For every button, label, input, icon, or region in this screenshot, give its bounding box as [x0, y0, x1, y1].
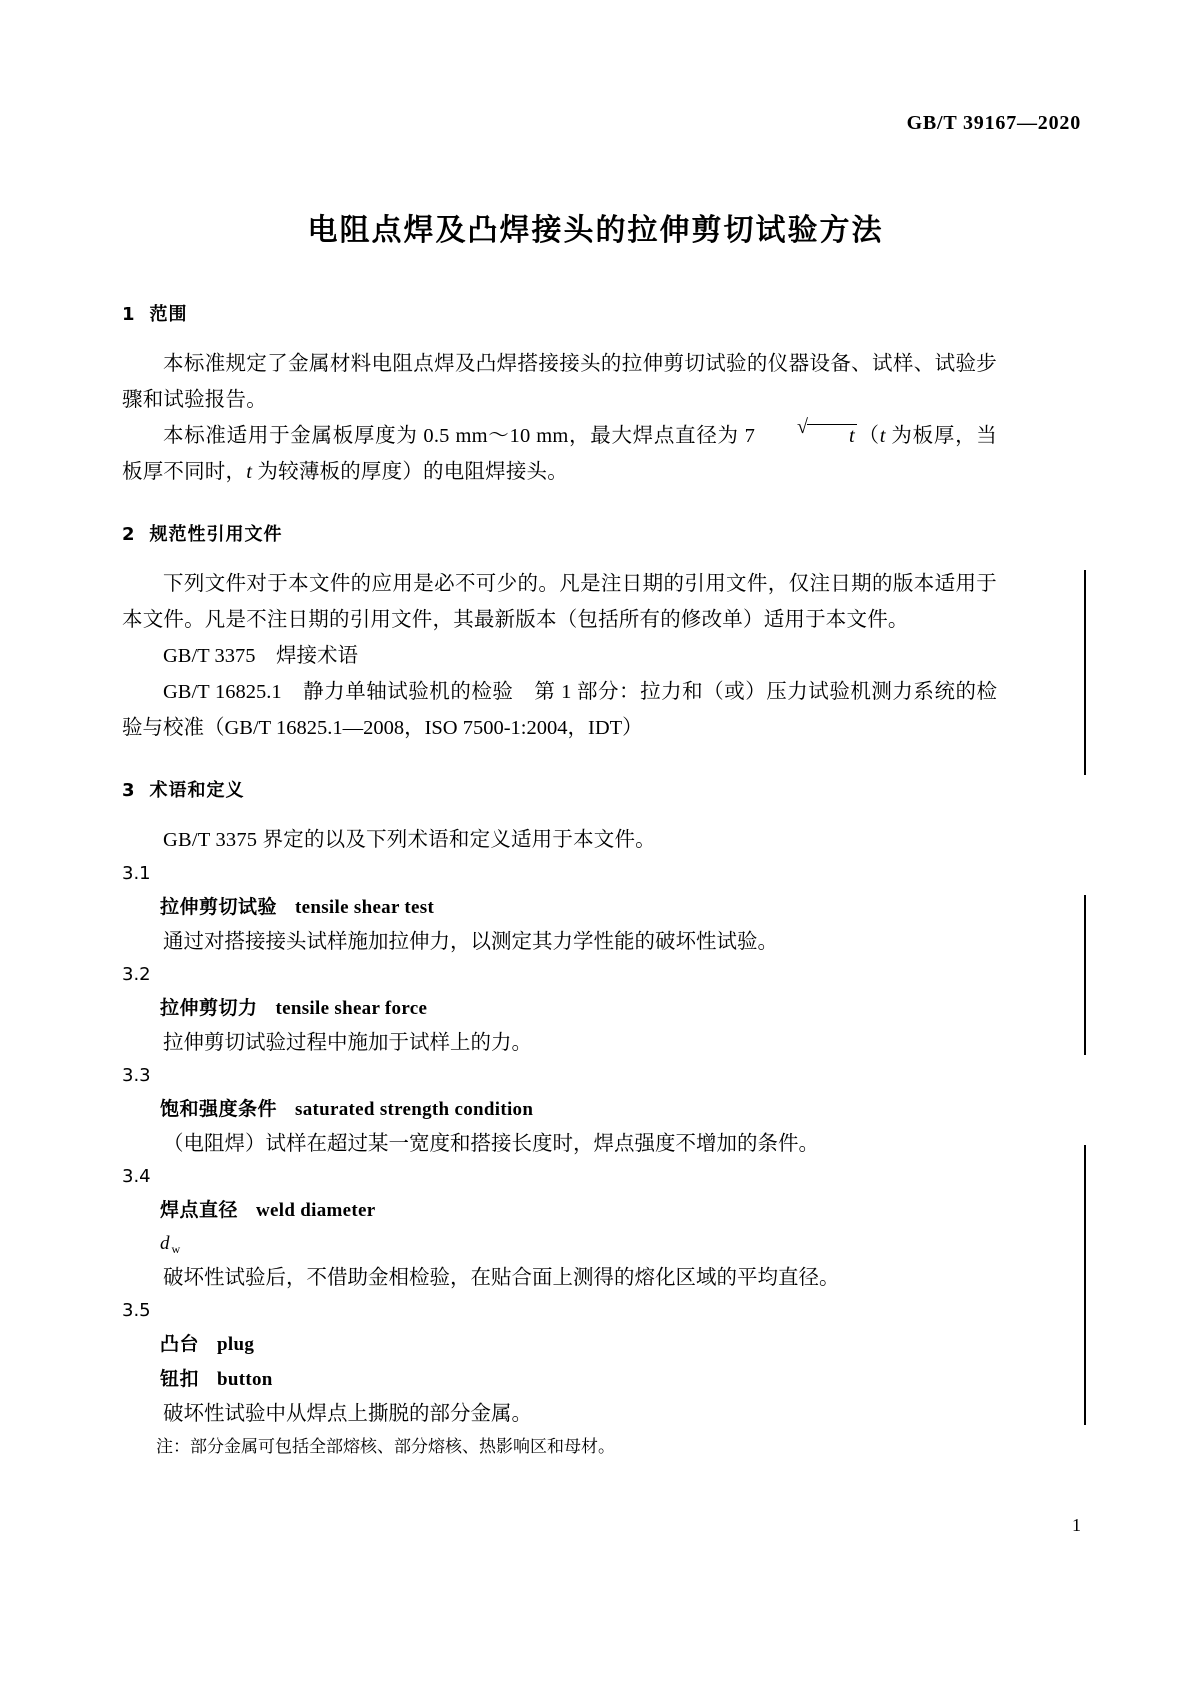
clause-1-p2-suffix: 为较薄板的厚度）的电阻焊接头。 [252, 461, 568, 483]
term-number-3-3: 3.3 [122, 1065, 151, 1086]
term-name-3-5 [122, 1327, 997, 1362]
normative-reference-item: GB/T 3375 焊接术语 [163, 645, 358, 667]
clause-heading-1 [122, 300, 997, 326]
symbol-subscript-w: w [171, 1242, 181, 1256]
running-header-standard-number: GB/T 39167—2020 [906, 112, 1081, 134]
term-name-zh-3-3: 饱和强度条件 [160, 1098, 278, 1120]
clause-heading-2 [122, 520, 997, 546]
variable-t-2: t [246, 461, 253, 483]
term-name-3-4 [122, 1193, 997, 1228]
clause-1-p2-prefix: 本标准适用于金属板厚度为 0.5 mm～10 mm，最大焊点直径为 [163, 425, 745, 447]
clause-number-2: 2 [122, 524, 136, 545]
normative-reference-item: GB/T 16825.1 静力单轴试验机的检验 第 1 部分：拉力和（或）压力试验机测力系统的检验与校准（GB/T 16825.1—2008，ISO 7500-1:2004，IDT） [122, 681, 997, 739]
term-name-3-1 [122, 890, 997, 925]
term-definition-3-1: 通过对搭接接头试样施加拉伸力，以测定其力学性能的破坏性试验。 [163, 931, 778, 953]
term-definition-3-3: （电阻焊）试样在超过某一宽度和搭接长度时，焊点强度不增加的条件。 [163, 1133, 819, 1155]
term-name-zh-3-5-alt: 钮扣 [160, 1368, 200, 1390]
term-name-zh-3-2: 拉伸剪切力 [160, 997, 258, 1019]
term-name-3-2 [122, 991, 997, 1026]
term-name-en-3-4: weld diameter [256, 1200, 376, 1221]
term-name-en-3-3: saturated strength condition [295, 1099, 534, 1120]
term-name-en-3-2: tensile shear force [275, 998, 428, 1019]
coefficient-7: 7 [744, 425, 756, 447]
term-number-3-5: 3.5 [122, 1300, 151, 1321]
term-number-3-1: 3.1 [122, 863, 151, 884]
change-bar [1084, 570, 1086, 775]
clause-number-1: 1 [122, 304, 136, 325]
term-note-3-5: 注：部分金属可包括全部熔核、部分熔核、热影响区和母材。 [156, 1437, 615, 1456]
term-definition-3-5: 破坏性试验中从焊点上撕脱的部分金属。 [163, 1403, 532, 1425]
term-symbol-3-4 [122, 1228, 997, 1261]
clause-1-p2-openparen: （ [857, 425, 880, 447]
term-definition-3-2: 拉伸剪切试验过程中施加于试样上的力。 [163, 1032, 532, 1054]
clause-3-paragraph-1: GB/T 3375 界定的以及下列术语和定义适用于本文件。 [163, 829, 656, 851]
term-definition-3-4: 破坏性试验后，不借助金相检验，在贴合面上测得的熔化区域的平均直径。 [163, 1267, 840, 1289]
clause-1-p2-middle: 为板厚，当板厚不同时， [122, 425, 997, 483]
page-title: 电阻点焊及凸焊接头的拉伸剪切试验方法 [307, 213, 884, 248]
clause-1-paragraph-1: 本标准规定了金属材料电阻点焊及凸焊搭接接头的拉伸剪切试验的仪器设备、试样、试验步骤和试验报告。 [122, 353, 997, 411]
term-name-3-5-alt [122, 1362, 997, 1397]
document-body [122, 300, 997, 1463]
term-name-zh-3-5: 凸台 [160, 1333, 200, 1355]
change-bar [1084, 895, 1086, 1055]
term-name-zh-3-4: 焊点直径 [160, 1199, 239, 1221]
page-number: 1 [1072, 1515, 1081, 1535]
symbol-d: d [160, 1233, 170, 1254]
change-bar [1084, 1145, 1086, 1425]
clause-title-2: 规范性引用文件 [149, 524, 283, 545]
term-name-en-3-5: plug [217, 1334, 255, 1355]
term-number-3-4: 3.4 [122, 1166, 151, 1187]
clause-number-3: 3 [122, 780, 136, 801]
clause-heading-3 [122, 776, 997, 802]
term-name-en-3-1: tensile shear test [295, 897, 435, 918]
term-name-en-3-5-alt: button [217, 1369, 273, 1390]
radicand-t: t [807, 424, 857, 449]
clause-2-paragraph-1: 下列文件对于本文件的应用是必不可少的。凡是注日期的引用文件，仅注日期的版本适用于本文件。凡是不注日期的引用文件，其最新版本（包括所有的修改单）适用于本文件。 [122, 573, 997, 631]
term-name-3-3 [122, 1092, 997, 1127]
term-name-zh-3-1: 拉伸剪切试验 [160, 896, 278, 918]
clause-title-3: 术语和定义 [149, 780, 245, 801]
term-number-3-2: 3.2 [122, 964, 151, 985]
clause-1-paragraph-2 [122, 418, 997, 490]
variable-t-1: t [879, 425, 886, 447]
clause-title-1: 范围 [149, 304, 188, 325]
radical-sign: √ [797, 416, 809, 438]
sqrt-expression [756, 418, 857, 454]
